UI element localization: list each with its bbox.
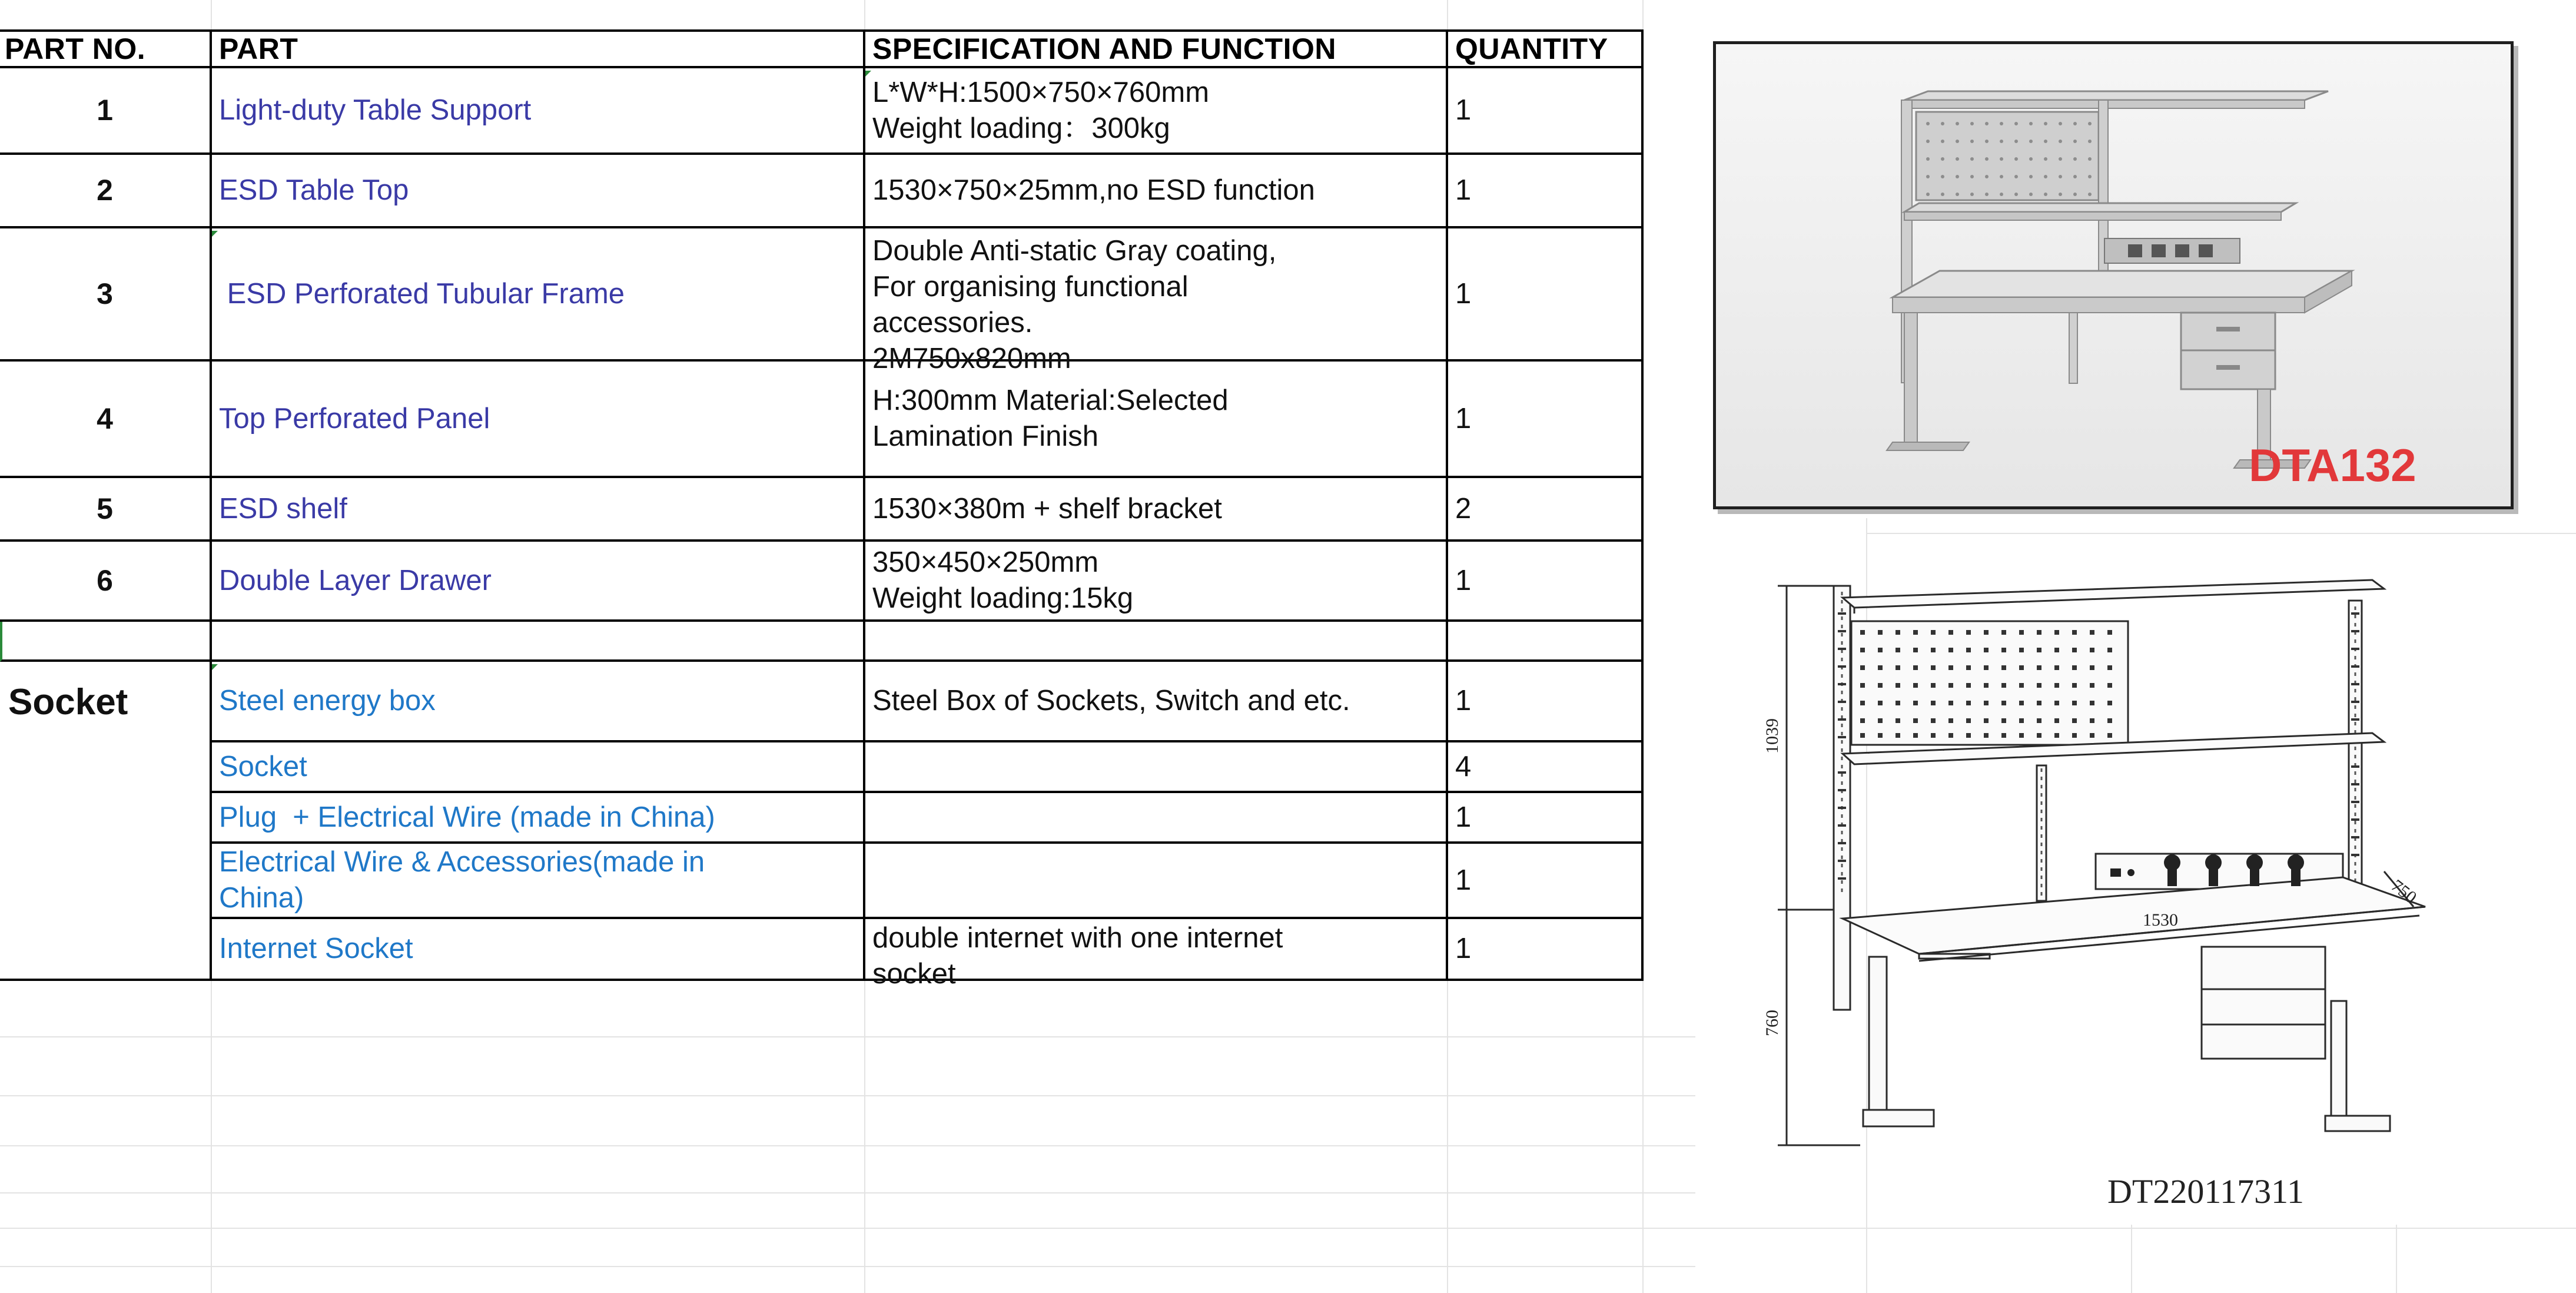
part-name-cell: Light-duty Table Support (212, 68, 865, 155)
quantity-cell: 1 (1448, 155, 1644, 228)
socket-group-label: Socket (0, 662, 212, 742)
quantity-cell: 1 (1448, 919, 1644, 981)
quantity-cell: 1 (1448, 844, 1644, 919)
part-no-cell: 2 (0, 155, 212, 228)
dim-depth: 750 (2387, 876, 2421, 908)
workbench-render (1716, 44, 2511, 506)
part-name-cell: ESD Table Top (212, 155, 865, 228)
cell-note-marker (212, 664, 218, 670)
part-name-cell: Top Perforated Panel (212, 362, 865, 478)
part-name-cell: Plug + Electrical Wire (made in China) (212, 793, 865, 844)
empty-cell (0, 622, 212, 662)
drawing-code: DT220117311 (2107, 1172, 2305, 1211)
quantity-cell: 2 (1448, 478, 1644, 542)
technical-drawing (1742, 565, 2421, 1178)
grid-line (0, 1192, 1695, 1193)
grid-line (0, 1095, 1695, 1096)
part-no-cell: 3 (0, 228, 212, 362)
quantity-cell: 1 (1448, 542, 1644, 622)
spec-cell: Double Anti-static Gray coating, For organising functional accessories. 2M750x820mm (865, 228, 1448, 362)
empty-cell (1448, 622, 1644, 662)
part-no-cell (0, 919, 212, 981)
empty-cell (212, 622, 865, 662)
cell-note-marker (865, 71, 871, 77)
grid-line (1866, 533, 2576, 534)
quantity-cell: 1 (1448, 228, 1644, 362)
header-part-no: PART NO. (0, 32, 212, 68)
spec-cell: H:300mm Material:Selected Lamination Finish (865, 362, 1448, 478)
spec-cell: 1530×750×25mm,no ESD function (865, 155, 1448, 228)
dim-width: 1530 (2143, 910, 2178, 930)
parts-table (0, 29, 1644, 990)
spec-cell: L*W*H:1500×750×760mm Weight loading：300kg (865, 68, 1448, 155)
grid-line (0, 1228, 2576, 1229)
model-label: DTA132 (2249, 439, 2416, 491)
part-name-cell: Steel energy box (212, 662, 865, 742)
spec-cell (865, 742, 1448, 793)
part-no-cell: 5 (0, 478, 212, 542)
quantity-cell: 4 (1448, 742, 1644, 793)
spec-cell: 350×450×250mm Weight loading:15kg (865, 542, 1448, 622)
part-name-cell: Socket (212, 742, 865, 793)
part-no-cell (0, 742, 212, 793)
quantity-cell: 1 (1448, 68, 1644, 155)
spec-cell: double internet with one internet socket (865, 919, 1448, 981)
part-name-cell: Internet Socket (212, 919, 865, 981)
grid-line (0, 1266, 1695, 1267)
spec-cell: Steel Box of Sockets, Switch and etc. (865, 662, 1448, 742)
spec-cell (865, 793, 1448, 844)
spec-cell: 1530×380m + shelf bracket (865, 478, 1448, 542)
part-no-cell: 1 (0, 68, 212, 155)
part-no-cell: 6 (0, 542, 212, 622)
spec-cell (865, 844, 1448, 919)
dim-height-upper: 1039 (1762, 718, 1782, 754)
quantity-cell: 1 (1448, 662, 1644, 742)
quantity-cell: 1 (1448, 362, 1644, 478)
part-name-cell: ESD shelf (212, 478, 865, 542)
quantity-cell: 1 (1448, 793, 1644, 844)
header-specification: SPECIFICATION AND FUNCTION (865, 32, 1448, 68)
empty-cell (865, 622, 1448, 662)
header-part: PART (212, 32, 865, 68)
grid-line (0, 1145, 1695, 1146)
grid-line (2396, 1225, 2397, 1293)
part-no-cell: 4 (0, 362, 212, 478)
cell-note-marker (212, 231, 218, 237)
grid-line (2131, 1225, 2132, 1293)
part-no-cell (0, 793, 212, 844)
dim-height-lower: 760 (1762, 1010, 1782, 1036)
grid-line (0, 1036, 1695, 1037)
part-name-cell: Electrical Wire & Accessories(made in China) (212, 844, 865, 919)
header-quantity: QUANTITY (1448, 32, 1644, 68)
part-name-cell: ESD Perforated Tubular Frame (212, 228, 865, 362)
part-no-cell (0, 844, 212, 919)
part-name-cell: Double Layer Drawer (212, 542, 865, 622)
